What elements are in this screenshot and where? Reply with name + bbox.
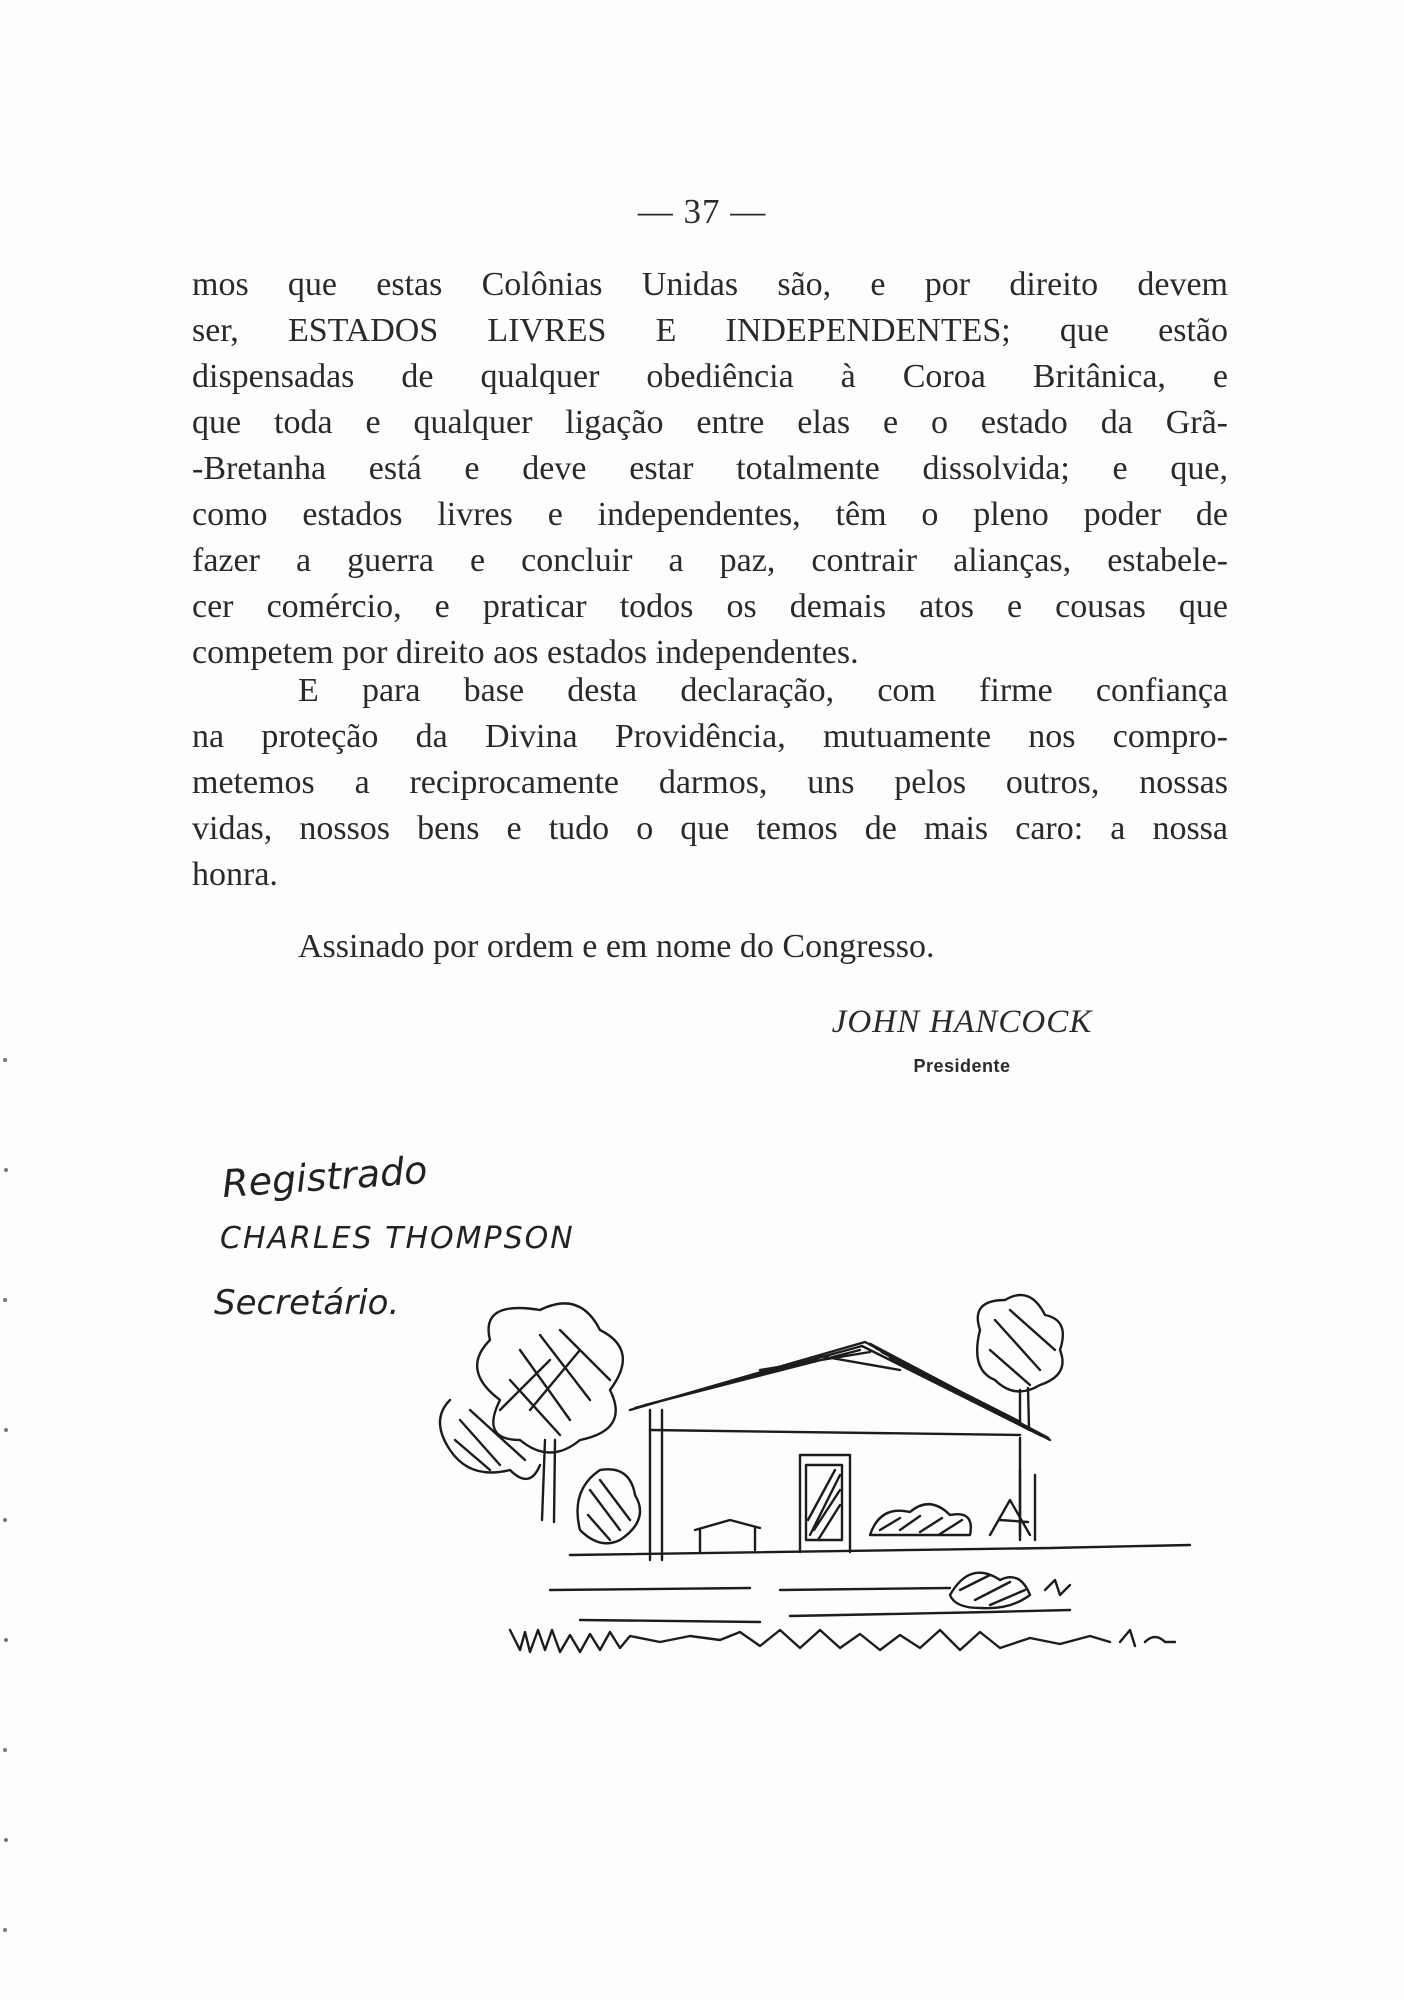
signature-title: Presidente	[913, 1056, 1011, 1076]
handwritten-registered: Registrado	[220, 1147, 429, 1207]
paragraph-declaration	[192, 262, 1228, 676]
text-line: dispensadas de qualquer obediência à Coroa Britânica, e	[192, 358, 1228, 395]
text-line: honra.	[192, 856, 278, 893]
house-sketch-icon	[430, 1290, 1200, 1660]
text-line: E para base desta declaração, com firme confiança	[298, 672, 1228, 709]
text-line: -Bretanha está e deve estar totalmente dissolvida; e que,	[192, 450, 1228, 487]
signature-name: JOHN HANCOCK	[831, 1004, 1093, 1040]
text-line: metemos a reciprocamente darmos, uns pelos outros, nossas	[192, 764, 1228, 801]
paragraph-signed	[192, 924, 1228, 970]
text-line: fazer a guerra e concluir a paz, contrair alianças, estabele-	[192, 542, 1228, 579]
binding-marks	[0, 1050, 14, 2000]
text-line: que toda e qualquer ligação entre elas e o estado da Grã-	[192, 404, 1228, 441]
text-line: na proteção da Divina Providência, mutuamente nos compro-	[192, 718, 1228, 755]
handwritten-secretary-name: CHARLES THOMPSON	[220, 1221, 575, 1256]
text-line: competem por direito aos estados independentes.	[192, 634, 859, 671]
handwritten-secretary-role: Secretário.	[214, 1283, 400, 1323]
text-line: cer comércio, e praticar todos os demais atos e cousas que	[192, 588, 1228, 625]
text-line: Assinado por ordem e em nome do Congresso.	[298, 928, 935, 965]
text-line: ser, ESTADOS LIVRES E INDEPENDENTES; que estão	[192, 312, 1228, 349]
text-line: mos que estas Colônias Unidas são, e por direito devem	[192, 266, 1228, 303]
text-line: vidas, nossos bens e tudo o que temos de mais caro: a nossa	[192, 810, 1228, 847]
paragraph-pledge	[192, 668, 1228, 898]
text-line: como estados livres e independentes, têm o pleno poder de	[192, 496, 1228, 533]
page-number: — 37 —	[637, 192, 767, 231]
